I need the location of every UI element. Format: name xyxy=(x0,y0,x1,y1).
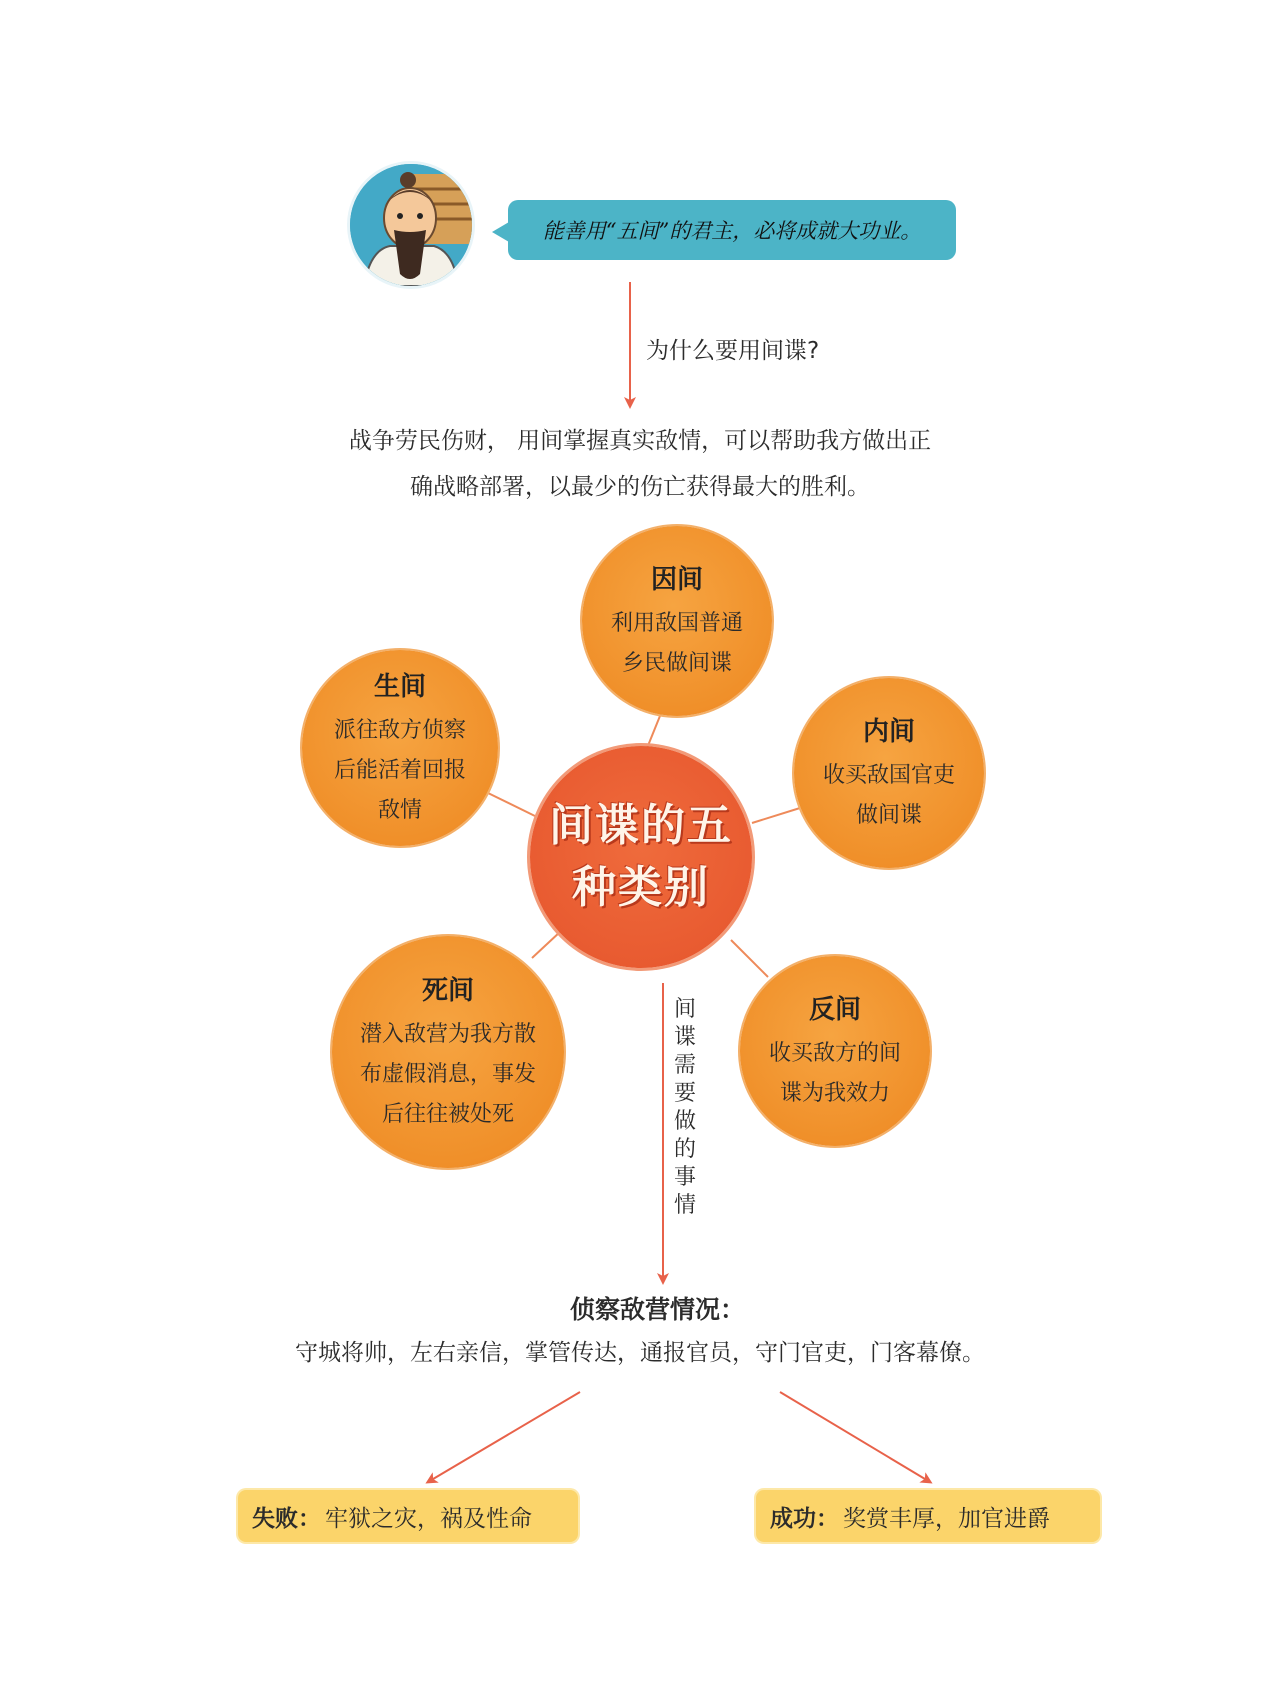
fanjian-desc-2: 谍为我效力 xyxy=(779,1080,890,1106)
yinjian-title: 因间 xyxy=(650,564,703,595)
neijian-title: 内间 xyxy=(862,716,915,747)
center-topic-circle xyxy=(530,746,752,968)
sijian-desc-1: 潜入敌营为我方散 xyxy=(359,1021,536,1047)
speech-bubble xyxy=(508,200,956,260)
shengjian-desc-1: 派往敌方侦察 xyxy=(333,717,466,743)
vlabel-char: 事 xyxy=(673,1165,696,1190)
spoke-sijian xyxy=(532,931,561,958)
vlabel-char: 间 xyxy=(673,997,696,1022)
recon-heading: 侦察敌营情况： xyxy=(570,1295,746,1324)
why-use-spies-label: 为什么要用间谍? xyxy=(646,338,820,364)
recon-targets: 守城将帅，左右亲信，掌管传达，通报官员，守门官吏，门客幕僚。 xyxy=(295,1340,985,1366)
spy-tasks-vertical-label xyxy=(670,996,700,1220)
center-line-1: 间谍的五 xyxy=(549,800,733,851)
neijian-desc-2: 做间谍 xyxy=(855,802,922,828)
vlabel-char: 需 xyxy=(673,1053,696,1078)
speech-text: 能善用“五间”的君主，必将成就大功业。 xyxy=(542,219,922,243)
vlabel-char: 谍 xyxy=(673,1025,696,1050)
reason-paragraph xyxy=(240,418,1040,510)
sijian-desc-3: 后往往被处死 xyxy=(381,1101,514,1127)
arrow-to-success xyxy=(780,1392,930,1482)
circle-sijian xyxy=(332,936,564,1168)
vlabel-char: 做 xyxy=(673,1109,696,1134)
sage-avatar xyxy=(350,164,472,286)
vlabel-char: 要 xyxy=(673,1081,696,1106)
sijian-desc-2: 布虚假消息，事发 xyxy=(359,1061,536,1087)
shengjian-desc-2: 后能活着回报 xyxy=(333,757,466,783)
center-topic-text xyxy=(541,795,741,919)
spoke-shengjian xyxy=(488,793,537,817)
yinjian-desc-2: 乡民做间谍 xyxy=(621,650,732,676)
success-text: 奖赏丰厚，加官进爵 xyxy=(843,1505,1050,1532)
fanjian-title: 反间 xyxy=(808,994,861,1025)
circle-shengjian xyxy=(302,650,498,846)
success-label: 成功： xyxy=(770,1505,839,1532)
circle-fanjian xyxy=(740,956,930,1146)
speech-bubble-tail xyxy=(492,222,509,242)
vlabel-char: 的 xyxy=(673,1137,696,1162)
center-line-2: 种类别 xyxy=(572,862,710,913)
arrow-to-fail xyxy=(428,1392,580,1482)
sijian-title: 死间 xyxy=(421,975,474,1006)
circle-neijian xyxy=(794,678,984,868)
spoke-neijian xyxy=(752,808,800,823)
failure-text: 牢狱之灾，祸及性命 xyxy=(325,1505,532,1532)
shengjian-desc-3: 敌情 xyxy=(377,797,422,823)
vlabel-char: 情 xyxy=(673,1193,696,1218)
reason-line-2: 确战略部署，以最少的伤亡获得最大的胜利。 xyxy=(410,474,870,500)
shengjian-title: 生间 xyxy=(373,671,426,702)
failure-outcome-box xyxy=(238,1490,578,1542)
reason-line-1: 战争劳民伤财， 用间掌握真实敌情，可以帮助我方做出正 xyxy=(348,428,932,454)
yinjian-desc-1: 利用敌国普通 xyxy=(610,610,743,636)
failure-label: 失败： xyxy=(252,1505,321,1532)
circle-yinjian xyxy=(582,526,772,716)
sage-portrait-icon xyxy=(350,164,472,286)
fanjian-desc-1: 收买敌方的间 xyxy=(768,1040,901,1066)
neijian-desc-1: 收买敌国官吏 xyxy=(822,762,955,788)
success-outcome-box xyxy=(756,1490,1100,1542)
spoke-fanjian xyxy=(731,940,768,977)
